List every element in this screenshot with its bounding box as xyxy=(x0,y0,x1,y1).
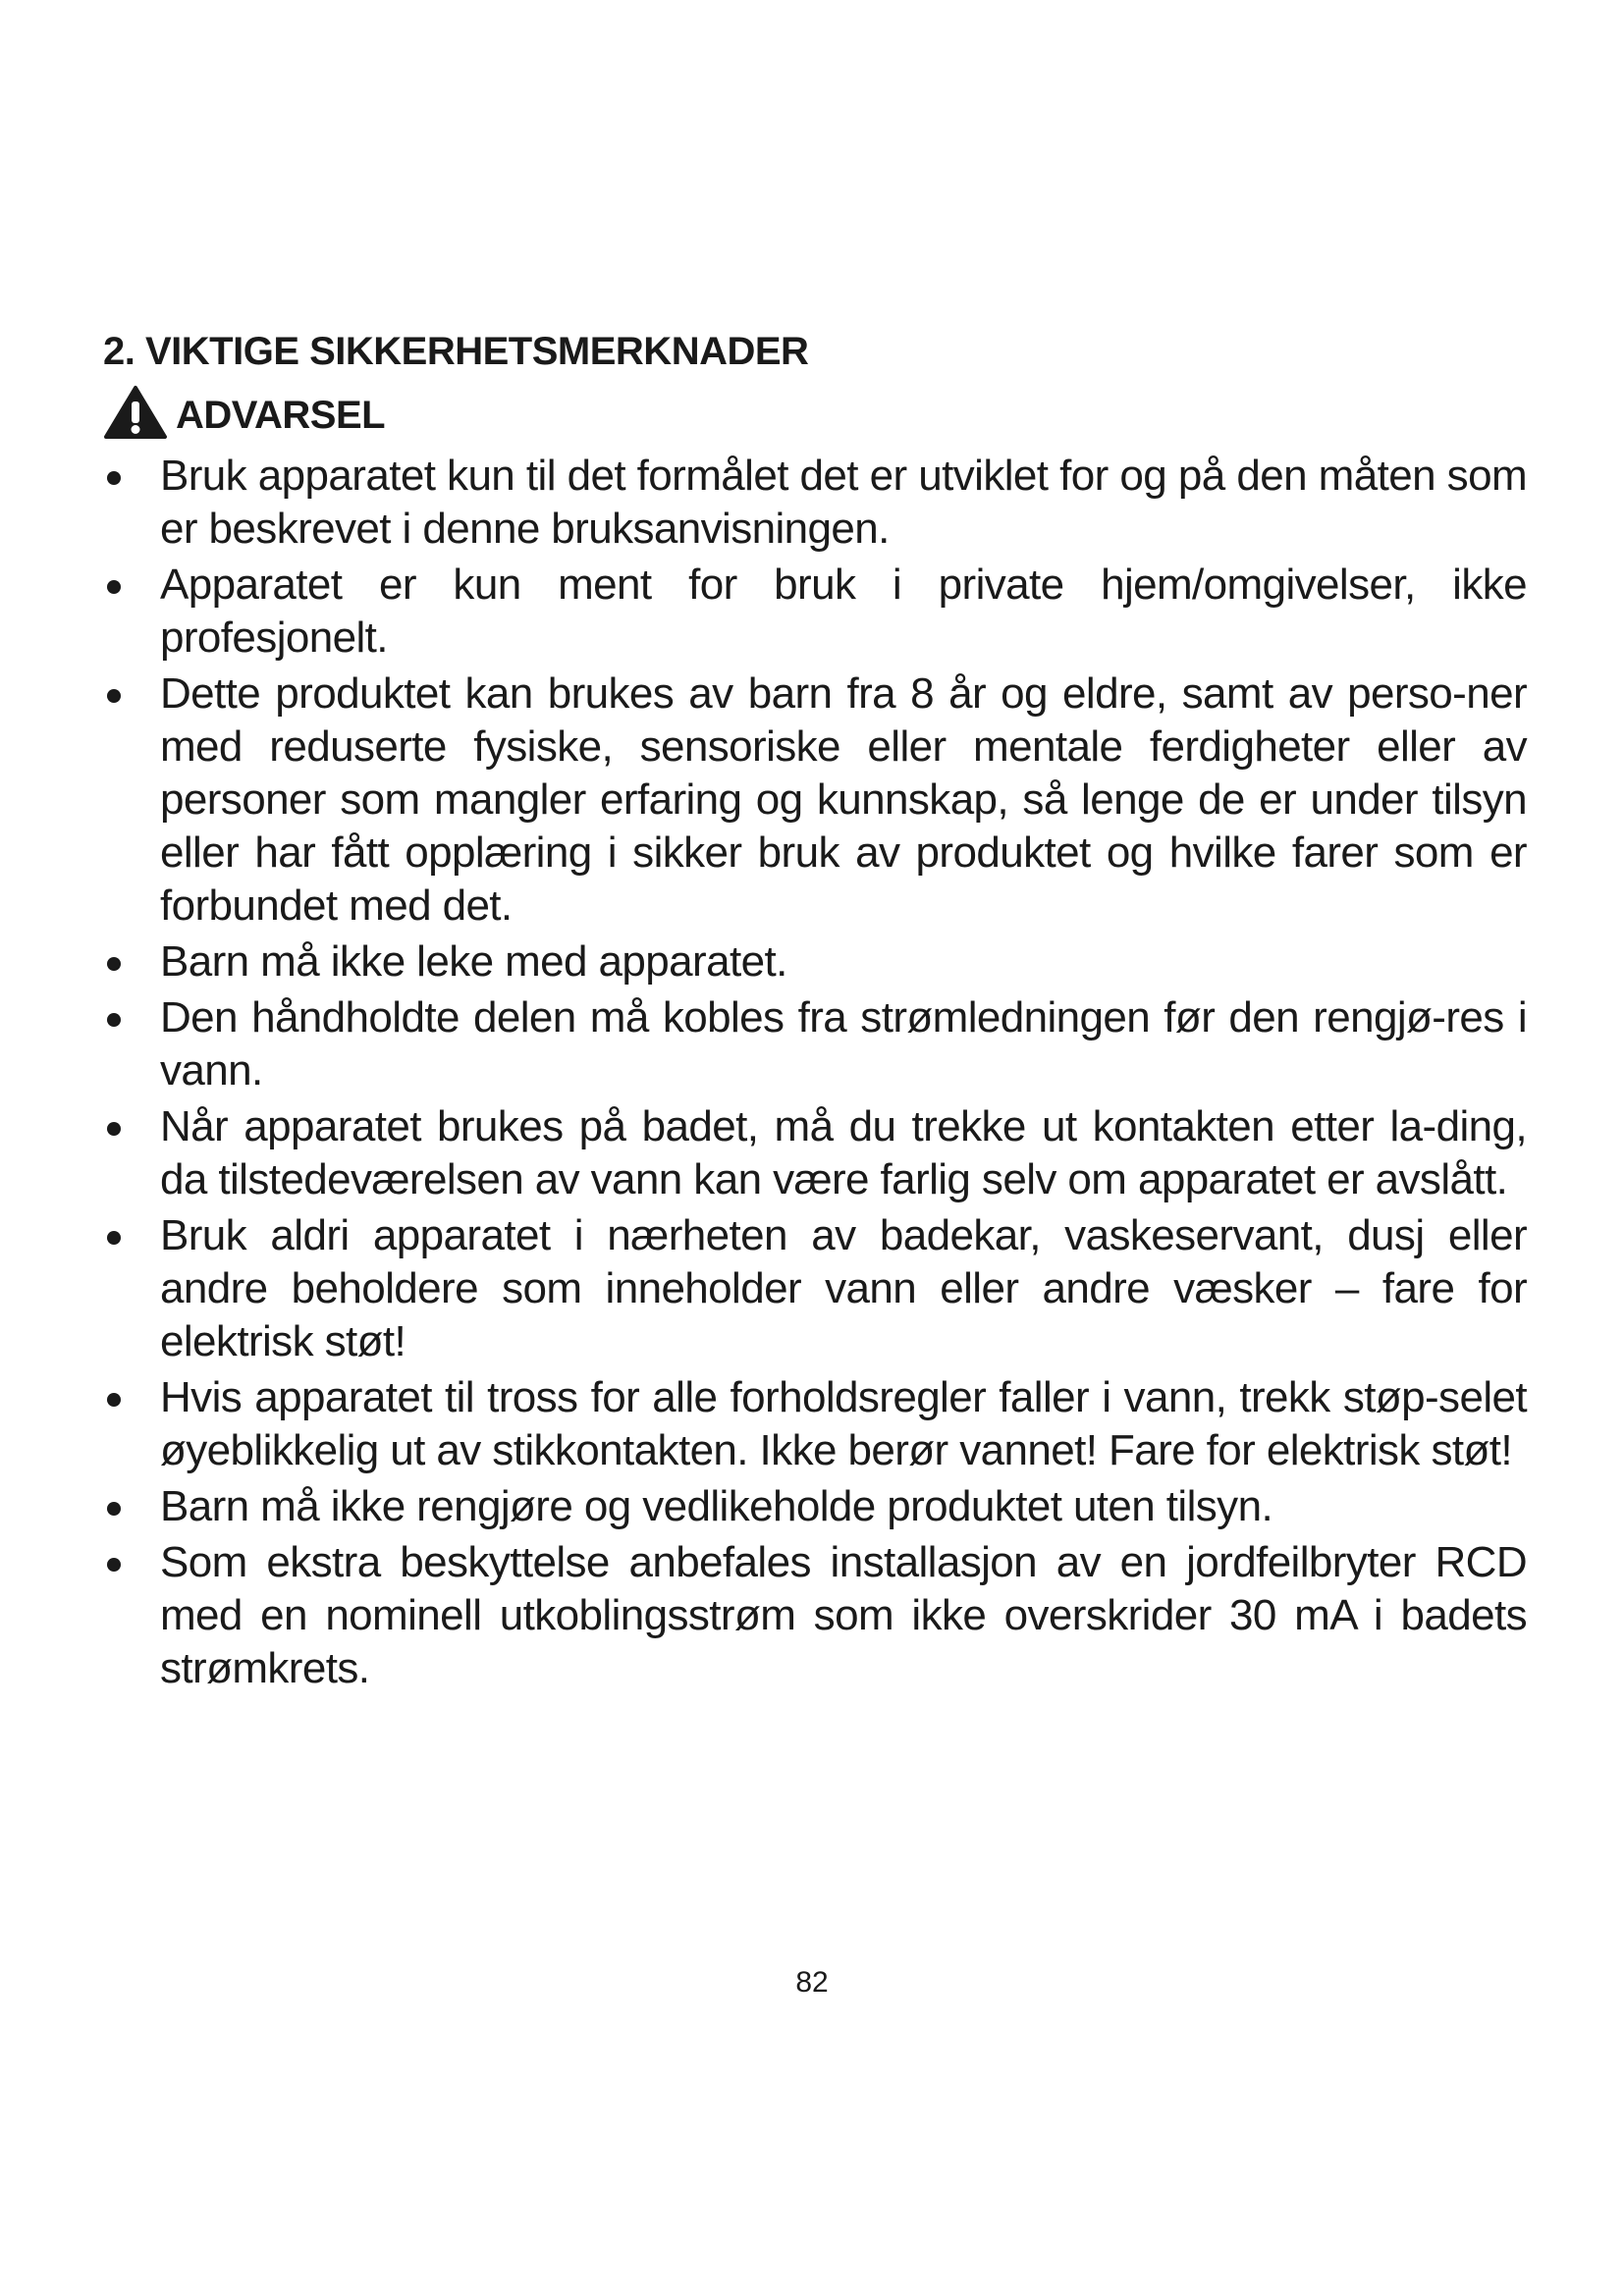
list-item xyxy=(103,1209,1527,1368)
bullet-icon xyxy=(107,471,121,485)
bullet-icon xyxy=(107,1013,121,1027)
bullet-icon xyxy=(107,957,121,971)
list-item xyxy=(103,991,1527,1097)
list-item xyxy=(103,1536,1527,1695)
list-item-text: Dette produktet kan brukes av barn fra 8 år og eldre, samt av perso-ner med reduserte fysiske, sensoriske eller mentale ferdigheter eller av personer som mangler erfaring og kunnskap, så lenge de er under tilsyn eller har fått opplæring i sikker bruk av produktet og hvilke farer som er forbundet med det. xyxy=(160,669,1527,930)
section-heading: 2. VIKTIGE SIKKERHETSMERKNADER xyxy=(103,330,809,373)
bullet-icon xyxy=(107,1122,121,1136)
bullet-icon xyxy=(107,1558,121,1572)
bullet-icon xyxy=(107,689,121,703)
list-item-text: Bruk apparatet kun til det formålet det er utviklet for og på den måten som er beskrevet i denne bruksanvisningen. xyxy=(160,452,1527,553)
list-item-text: Hvis apparatet til tross for alle forholdsregler faller i vann, trekk støp-selet øyeblikkelig ut av stikkontakten. Ikke berør vannet! Fare for elektrisk støt! xyxy=(160,1373,1527,1474)
warning-triangle-icon xyxy=(103,385,168,440)
list-item-text: Den håndholdte delen må kobles fra strømledningen før den rengjø-res i vann. xyxy=(160,993,1527,1095)
list-item xyxy=(103,667,1527,933)
list-item-text: Apparatet er kun ment for bruk i private hjem/omgivelser, ikke profesjonelt. xyxy=(160,561,1527,662)
bullet-icon xyxy=(107,580,121,594)
list-item xyxy=(103,559,1527,665)
warning-header xyxy=(103,381,1527,450)
page-number: 82 xyxy=(795,1966,829,1999)
warning-label: ADVARSEL xyxy=(176,393,386,437)
list-item xyxy=(103,1480,1527,1533)
list-item-text: Barn må ikke leke med apparatet. xyxy=(160,937,787,986)
bullet-icon xyxy=(107,1231,121,1245)
bullet-icon xyxy=(107,1393,121,1407)
list-item xyxy=(103,1100,1527,1206)
page-content xyxy=(103,324,1527,1698)
list-item xyxy=(103,935,1527,988)
list-item-text: Bruk aldri apparatet i nærheten av badekar, vaskeservant, dusj eller andre beholdere som inneholder vann eller andre væsker – fare for elektrisk støt! xyxy=(160,1211,1527,1365)
safety-list xyxy=(103,450,1527,1695)
list-item-text: Som ekstra beskyttelse anbefales installasjon av en jordfeilbryter RCD med en nominell utkoblingsstrøm som ikke overskrider 30 mA i badets strømkrets. xyxy=(160,1538,1527,1692)
list-item xyxy=(103,1371,1527,1477)
list-item-text: Når apparatet brukes på badet, må du trekke ut kontakten etter la-ding, da tilstedeværelsen av vann kan være farlig selv om apparatet er avslått. xyxy=(160,1102,1527,1203)
list-item-text: Barn må ikke rengjøre og vedlikeholde produktet uten tilsyn. xyxy=(160,1482,1273,1530)
list-item xyxy=(103,450,1527,556)
bullet-icon xyxy=(107,1502,121,1516)
